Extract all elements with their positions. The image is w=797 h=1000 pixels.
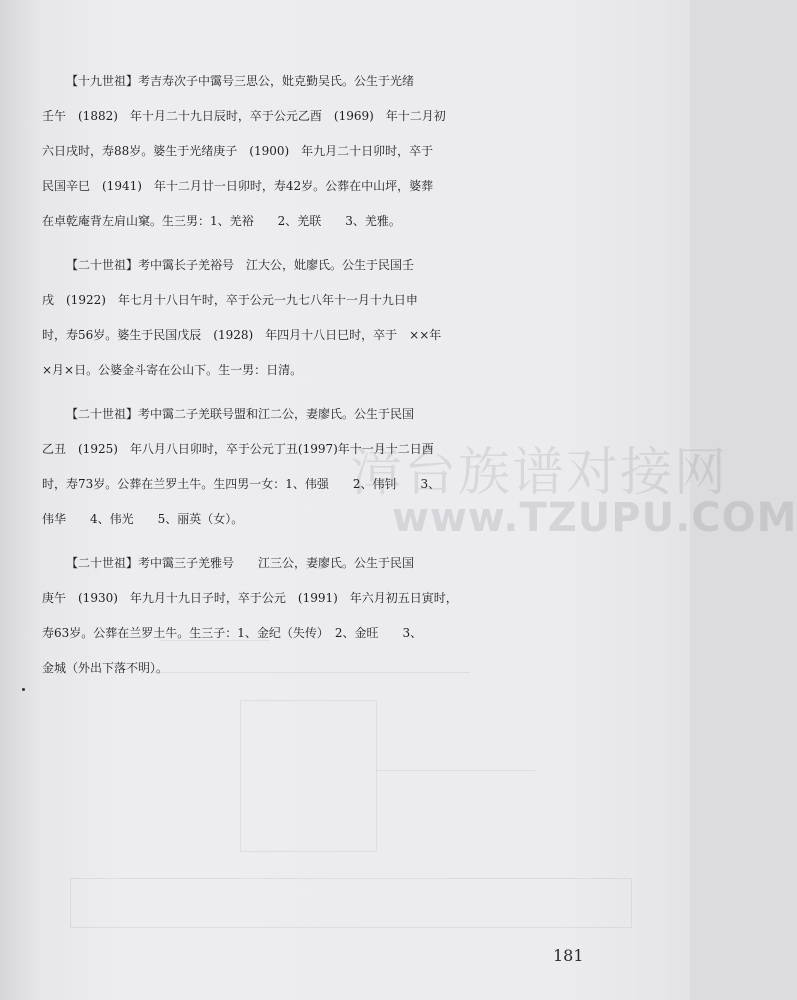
bleed-through-table [70,878,632,928]
text-line: 【二十世祖】考中霭二子羌联号盟和江二公，妻廖氏。公生于民国 [66,407,415,421]
text-line: 寿63岁。公葬在兰罗土牛。生三子：1、金纪（失传） 2、金旺 3、 [42,626,423,640]
text-line: 时，寿56岁。婆生于民国戊辰 (1928) 年四月十八日巳时，卒于 ××年 [42,328,442,342]
text-line: 壬午 (1882) 年十月二十九日辰时，卒于公元乙酉 (1969) 年十二月初 [42,109,446,123]
paragraph-20th-ancestor-3 [30,546,630,686]
text-line: 庚午 (1930) 年九月十九日子时，卒于公元 (1991) 年六月初五日寅时， [42,591,458,605]
text-line: ×月×日。公婆金斗寄在公山下。生一男：日清。 [42,363,303,377]
paragraph-19th-ancestor [30,64,630,239]
text-line: 六日戌时，寿88岁。婆生于光绪庚子 (1900) 年九月二十日卯时，卒于 [42,144,434,158]
text-line: 民国辛巳 (1941) 年十二月廿一日卯时，寿42岁。公葬在中山坪，婆葬 [42,179,434,193]
text-line: 【二十世祖】考中霭长子羌裕号 江大公，妣廖氏。公生于民国壬 [66,258,415,272]
stray-mark [22,688,25,691]
genealogy-text [30,64,630,695]
paragraph-20th-ancestor-2 [30,397,630,537]
watermark-url: www.TZUPU.COM [392,495,797,541]
text-line: 【十九世祖】考吉寿次子中霭号三思公，妣克勤吴氏。公生于光绪 [66,74,415,88]
text-line: 【二十世祖】考中霭三子羌雅号 江三公，妻廖氏。公生于民国 [66,556,415,570]
text-line: 伟华 4、伟光 5、丽英（女）。 [42,512,244,526]
text-line: 乙丑 (1925) 年八月八日卯时，卒于公元丁丑(1997)年十一月十二日酉 [42,442,434,456]
paragraph-20th-ancestor-1 [30,248,630,388]
text-line: 金城（外出下落不明）。 [42,661,169,675]
page-number: 181 [553,946,584,965]
text-line: 戌 (1922) 年七月十八日午时，卒于公元一九七八年十一月十九日申 [42,293,418,307]
text-line: 时，寿73岁。公葬在兰罗土牛。生四男一女：1、伟强 2、伟钊 3、 [42,477,441,491]
bleed-through-box [240,700,377,852]
text-line: 在卓乾庵背左肩山窠。生三男：1、羌裕 2、羌联 3、羌雅。 [42,214,401,228]
watermark-logo: 漳台族谱对接网 [350,443,729,503]
bleed-through-line [375,770,535,771]
